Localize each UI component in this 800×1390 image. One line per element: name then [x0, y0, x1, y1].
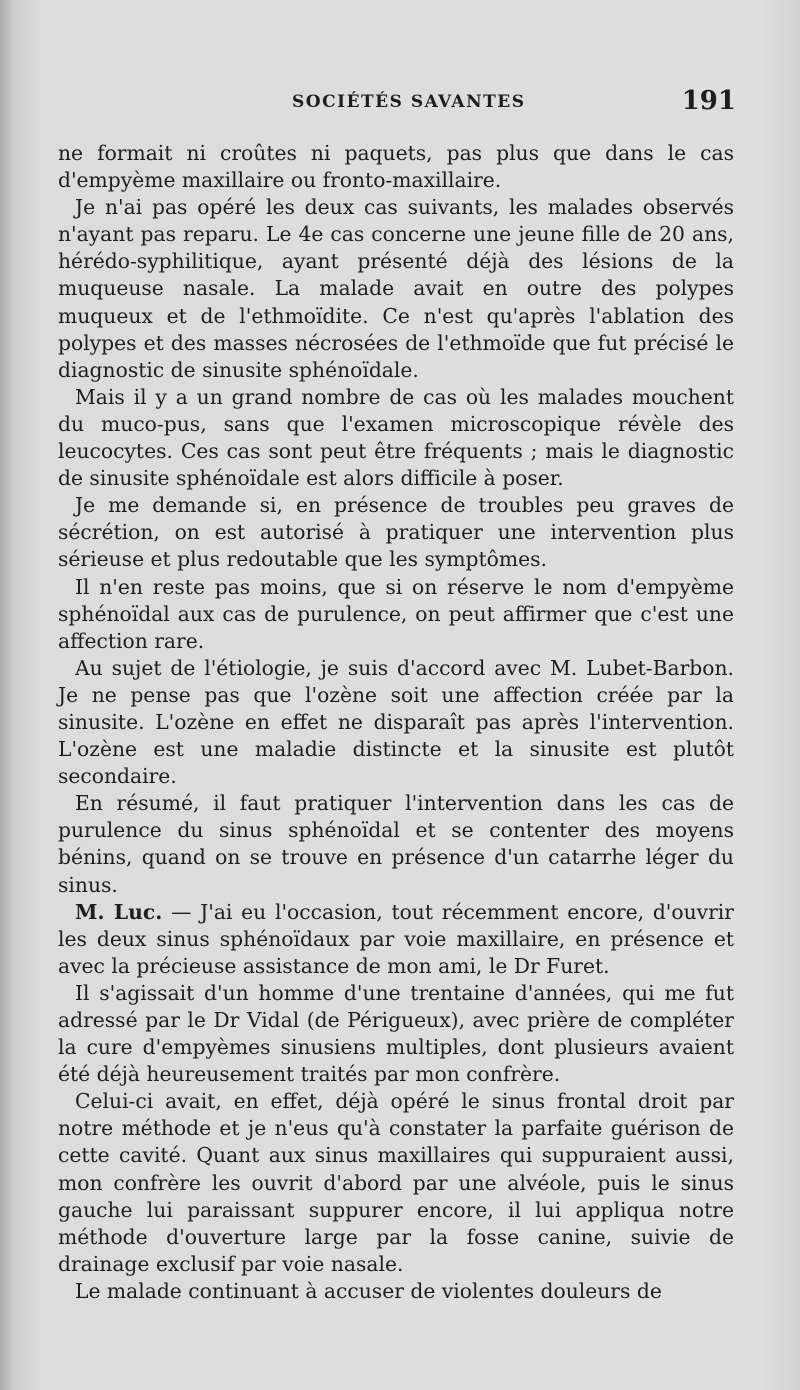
paragraph: Celui-ci avait, en effet, déjà opéré le sinus frontal droit par notre méthode et je n'eus qu'à constater la parfaite guérison de cette cavité. Quant aux sinus maxillaires qui suppuraient aussi, mon confrère les ouvrit d'abord par une alvéole, puis le sinus gauche lui paraissant suppurer encore, il lui appliqua notre méthode d'ouverture large par la fosse canine, suivie de drainage exclusif par voie nasale.	[58, 1089, 734, 1276]
paragraph: En résumé, il faut pratiquer l'intervention dans les cas de purulence du sinus sphénoïdal et se contenter des moyens bénins, quand on se trouve en présence d'un catarrhe léger du sinus.	[58, 791, 734, 897]
running-title: SOCIÉTÉS SAVANTES	[292, 92, 526, 112]
paragraph: Mais il y a un grand nombre de cas où les malades mouchent du muco-pus, sans que l'examen microscopique révèle des leucocytes. Ces cas sont peut être fréquents ; mais le diagnostic de sinusite sphénoïdale est alors difficile à poser.	[58, 384, 734, 491]
paragraph: Je me demande si, en présence de troubles peu graves de sécrétion, on est autorisé à pratiquer une intervention plus sérieuse et plus redoutable que les symptômes.	[58, 493, 734, 572]
paragraph-text: — J'ai eu l'occasion, tout récemment encore, d'ouvrir les deux sinus sphénoïdaux par voie maxillaire, en présence et avec la précieuse assistance de mon ami, le Dr Furet.	[58, 899, 734, 978]
page-number: 191	[681, 86, 736, 116]
paragraph: ne formait ni croûtes ni paquets, pas plus que dans le cas d'empyème maxillaire ou fronto-maxillaire.	[58, 141, 734, 193]
body-text	[58, 140, 734, 1305]
speaker-name: M. Luc.	[75, 899, 163, 924]
paragraph: Le malade continuant à accuser de violentes douleurs de	[75, 1278, 662, 1303]
paragraph: Au sujet de l'étiologie, je suis d'accord avec M. Lubet-Barbon. Je ne pense pas que l'ozène soit une affection créée par la sinusite. L'ozène en effet ne disparaît pas après l'intervention. L'ozène est une maladie distincte et la sinusite est plutôt secondaire.	[58, 655, 734, 789]
paragraph	[58, 899, 734, 980]
paragraph: Il n'en reste pas moins, que si on réserve le nom d'empyème sphénoïdal aux cas de purulence, on peut affirmer que c'est une affection rare.	[58, 574, 734, 653]
paragraph: Il s'agissait d'un homme d'une trentaine d'années, qui me fut adressé par le Dr Vidal (de Périgueux), avec prière de compléter la cure d'empyèmes sinusiens multiples, dont plusieurs avaient été déjà heureusement traités par mon confrère.	[58, 980, 734, 1087]
paragraph: Je n'ai pas opéré les deux cas suivants, les malades observés n'ayant pas reparu. Le 4e cas concerne une jeune fille de 20 ans, hérédo-syphilitique, ayant présenté déjà des lésions de la muqueuse nasale. La malade avait en outre des polypes muqueux et de l'ethmoïdite. Ce n'est qu'après l'ablation des polypes et des masses nécrosées de l'ethmoïde que fut précisé le diagnostic de sinusite sphénoïdale.	[58, 195, 734, 382]
running-head	[60, 86, 736, 126]
